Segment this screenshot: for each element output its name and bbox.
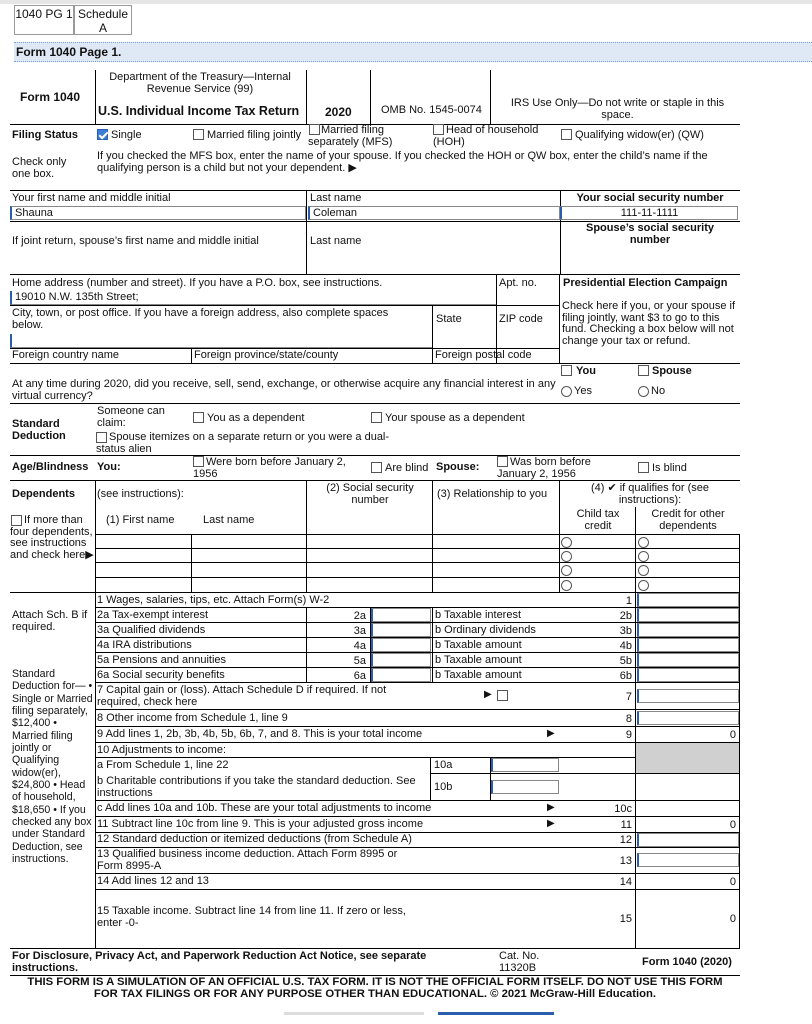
line9-arrow: ▶ <box>547 728 555 739</box>
qw-checkbox[interactable] <box>561 129 572 140</box>
line4b-input[interactable] <box>637 638 739 652</box>
pec-spouse-checkbox[interactable] <box>638 365 649 376</box>
line3b-num: 3b <box>619 625 632 637</box>
age-you-label: You: <box>97 461 121 473</box>
scroll-indicator-left <box>284 1012 424 1015</box>
line3a-input[interactable] <box>371 623 431 637</box>
qw-label: Qualifying widow(er) (QW) <box>575 129 704 141</box>
apt-label: Apt. no. <box>499 277 537 289</box>
tab-1040-pg-1[interactable]: 1040 PG 1 <box>14 5 74 35</box>
dep2-ctc-radio[interactable] <box>561 551 572 562</box>
irs-use-only: IRS Use Only—Do not write or staple in this space. <box>510 97 725 121</box>
someone-claim-label: Someone can claim: <box>97 405 165 429</box>
line4a-num: 4a <box>353 640 366 652</box>
foreign-province-label: Foreign province/state/county <box>194 349 339 361</box>
age-blindness-label: Age/Blindness <box>12 461 89 473</box>
you-blind-label: Are blind <box>385 462 429 474</box>
line4b-text: b Taxable amount <box>435 639 522 651</box>
spouse-ssn-label: Spouse’s social security number <box>586 222 714 246</box>
dep3-cod-radio[interactable] <box>638 565 649 576</box>
line2a-input[interactable] <box>371 608 431 622</box>
mfj-label: Married filing jointly <box>207 129 302 141</box>
dep-col2-label: (2) Social security number <box>326 482 414 506</box>
line7-checkbox[interactable] <box>497 690 508 701</box>
section-header: Form 1040 Page 1. <box>14 42 812 62</box>
zip-label: ZIP code <box>499 313 543 325</box>
line12-num: 12 <box>619 834 632 846</box>
line5b-text: b Taxable amount <box>435 654 522 666</box>
line15-num: 15 <box>619 913 632 925</box>
line10b-input[interactable] <box>491 780 559 794</box>
line4b-num: 4b <box>619 640 632 652</box>
line7-text: 7 Capital gain or (loss). Attach Schedule D if required. If not required, check here <box>97 684 387 708</box>
you-dependent-checkbox[interactable] <box>193 412 204 423</box>
home-address-input[interactable]: 19010 N.W. 135th Street; <box>10 291 496 305</box>
more-dependents-label: If more than four dependents, see instructions and check here▶ <box>10 514 94 561</box>
spouse-blind-checkbox[interactable] <box>638 462 649 473</box>
city-input[interactable] <box>10 334 432 348</box>
scroll-indicator-right <box>438 1012 554 1015</box>
spouse-blind-label: Is blind <box>652 462 687 474</box>
dep4-ctc-radio[interactable] <box>561 580 572 591</box>
line7-input[interactable] <box>637 689 739 703</box>
line10c-text: c Add lines 10a and 10b. These are your total adjustments to income <box>97 802 432 814</box>
line10a-input[interactable] <box>491 758 559 772</box>
age-spouse-label: Spouse: <box>436 461 480 473</box>
top-bar <box>0 0 812 4</box>
line11-text: 11 Subtract line 10c from line 9. This is your adjusted gross income <box>97 818 424 830</box>
line12-input[interactable] <box>637 833 739 847</box>
line4a-text: 4a IRA distributions <box>97 639 192 651</box>
form-footer-label: Form 1040 (2020) <box>642 956 732 968</box>
check-only-note: Check only one box. <box>12 156 67 180</box>
line5a-input[interactable] <box>371 653 431 667</box>
dep1-cod-radio[interactable] <box>638 537 649 548</box>
pec-spouse-label: Spouse <box>652 365 692 377</box>
line15-value: 0 <box>729 913 736 925</box>
you-born-label: Were born before January 2, 1956 <box>193 456 346 480</box>
dep-col1-label: (1) First name <box>106 514 175 526</box>
mfs-hoh-note: If you checked the MFS box, enter the name of your spouse. If you checked the HOH or QW box, enter the child’s name if the qualifying person is a child but not your dependent. ▶ <box>97 150 708 174</box>
dept-text: Department of the Treasury—Internal Revenue Service (99) <box>109 71 291 95</box>
line2b-text: b Taxable interest <box>435 609 522 621</box>
line7-arrow: ▶ <box>484 689 492 700</box>
mfs-label: Married filing separately (MFS) <box>308 124 393 148</box>
single-label: Single <box>111 129 142 141</box>
line2a-num: 2a <box>353 610 366 622</box>
std-deduction-sidebar: Standard Deduction for— • Single or Married filing separately, $12,400 • Married filing jointly or Qualifying widow(er), $24,800 • Head of household, $18,650 • If you checked any box under Standard Deduction, see instructions. <box>12 668 93 866</box>
dep-cod-label: Credit for other dependents <box>651 508 725 532</box>
line12-text: 12 Standard deduction or itemized deductions (from Schedule A) <box>97 833 412 845</box>
attach-sch-b: Attach Sch. B if required. <box>12 609 88 633</box>
dep4-cod-radio[interactable] <box>638 580 649 591</box>
foreign-postal-label: Foreign postal code <box>435 349 532 361</box>
spouse-born-label: Was born before January 2, 1956 <box>497 456 591 480</box>
line9-num: 9 <box>625 729 632 741</box>
single-checkbox[interactable] <box>97 129 108 140</box>
line14-value: 0 <box>729 876 736 888</box>
line9-value: 0 <box>729 729 736 741</box>
pec-you-checkbox[interactable] <box>561 365 572 376</box>
dependents-label: Dependents <box>12 488 75 500</box>
filing-status-label: Filing Status <box>12 129 78 141</box>
ssn-label: Your social security number <box>576 192 724 204</box>
line3b-input[interactable] <box>637 623 739 637</box>
line10a-text: a From Schedule 1, line 22 <box>97 759 229 771</box>
line6a-input[interactable] <box>371 668 431 682</box>
spouse-dependent-label: Your spouse as a dependent <box>385 412 525 424</box>
line7-num: 7 <box>625 691 632 703</box>
spouse-first-label: If joint return, spouse’s first name and middle initial <box>12 235 259 247</box>
line11-num: 11 <box>620 819 632 831</box>
line10-shaded <box>636 743 739 773</box>
line8-text: 8 Other income from Schedule 1, line 9 <box>97 712 288 724</box>
spouse-last-label: Last name <box>310 235 362 247</box>
city-label: City, town, or post office. If you have a foreign address, also complete spaces below. <box>12 307 389 331</box>
line5a-text: 5a Pensions and annuities <box>97 654 227 666</box>
last-name-input[interactable]: Coleman <box>308 206 560 220</box>
line15-text: 15 Taxable income. Subtract line 14 from line 11. If zero or less, enter -0- <box>97 905 406 929</box>
line3a-text: 3a Qualified dividends <box>97 624 206 636</box>
last-name-label: Last name <box>310 192 362 204</box>
line9-text: 9 Add lines 1, 2b, 3b, 4b, 5b, 6b, 7, and 8. This is your total income <box>97 728 423 740</box>
line10b-text: b Charitable contributions if you take the standard deduction. See instructions <box>97 775 416 799</box>
line6b-input[interactable] <box>637 668 739 682</box>
line5b-num: 5b <box>619 655 632 667</box>
spouse-itemizes-label: Spouse itemizes on a separate return or you were a dual-status alien <box>96 431 390 455</box>
line6a-num: 6a <box>353 670 366 682</box>
form-title: U.S. Individual Income Tax Return <box>98 104 300 118</box>
virtual-yes-radio[interactable] <box>561 386 572 397</box>
foreign-country-label: Foreign country name <box>12 349 119 361</box>
line14-text: 14 Add lines 12 and 13 <box>97 875 209 887</box>
dep-ctc-label: Child tax credit <box>576 508 620 532</box>
pec-text: Check here if you, or your spouse if filing jointly, want $3 to go to this fund. Checking a box below will not change your tax or refund. <box>562 300 736 347</box>
dep-col3-label: (3) Relationship to you <box>437 488 548 500</box>
line8-input[interactable] <box>637 711 739 725</box>
line3a-num: 3a <box>353 625 366 637</box>
omb-number: OMB No. 1545-0074 <box>381 104 482 116</box>
line1-input[interactable] <box>637 593 739 607</box>
line2b-input[interactable] <box>637 608 739 622</box>
line13-num: 13 <box>619 855 632 867</box>
state-label: State <box>436 313 462 325</box>
dep1-ctc-radio[interactable] <box>561 537 572 548</box>
form-label: Form 1040 <box>20 90 81 104</box>
line6a-text: 6a Social security benefits <box>97 669 225 681</box>
dep3-ctc-radio[interactable] <box>561 565 572 576</box>
line4a-input[interactable] <box>371 638 431 652</box>
hoh-label: Head of household (HOH) <box>433 124 539 148</box>
line11-value: 0 <box>729 819 736 831</box>
line10b-num: 10b <box>434 781 453 793</box>
line10-text: 10 Adjustments to income: <box>97 744 227 756</box>
first-name-input[interactable]: Shauna <box>10 206 306 220</box>
pec-you-label: You <box>576 365 596 377</box>
first-name-label: Your first name and middle initial <box>12 192 171 204</box>
simulation-disclaimer: THIS FORM IS A SIMULATION OF AN OFFICIAL U.S. TAX FORM. IT IS NOT THE OFFICIAL FORM ITSELF. DO NOT USE THIS FORM FOR TAX FILINGS OR FOR ANY PURPOSE OTHER THAN EDUCATIONAL. © 2021 McGraw-Hill Education. <box>27 976 723 1000</box>
virtual-no-label: No <box>651 385 666 397</box>
line3b-text: b Ordinary dividends <box>435 624 536 636</box>
dep2-cod-radio[interactable] <box>638 551 649 562</box>
line1-num: 1 <box>625 595 632 607</box>
std-deduction-label: Standard Deduction <box>12 418 66 442</box>
dependents-see: (see instructions): <box>97 488 184 500</box>
line6b-text: b Taxable amount <box>435 669 522 681</box>
you-blind-checkbox[interactable] <box>371 462 382 473</box>
line10c-num: 10c <box>614 803 632 815</box>
line13-input[interactable] <box>637 853 739 867</box>
line11-arrow: ▶ <box>547 818 555 829</box>
disclosure-notice: For Disclosure, Privacy Act, and Paperwork Reduction Act Notice, see separate instructions. <box>12 950 427 974</box>
tax-year: 2020 <box>325 105 352 119</box>
virtual-yes-label: Yes <box>574 385 592 397</box>
dep-col4-label: (4) ✔ if qualifies for (see instructions): <box>590 482 710 506</box>
line13-text: 13 Qualified business income deduction. Attach Form 8995 or Form 8995-A <box>97 848 398 872</box>
pec-title: Presidential Election Campaign <box>563 277 728 289</box>
line1-text: 1 Wages, salaries, tips, etc. Attach Form(s) W-2 <box>97 594 330 606</box>
home-address-label: Home address (number and street). If you have a P.O. box, see instructions. <box>12 277 383 289</box>
mfj-checkbox[interactable] <box>193 129 204 140</box>
tab-schedule-a[interactable]: Schedule A <box>74 5 132 35</box>
virtual-currency-question: At any time during 2020, did you receive, sell, send, exchange, or otherwise acquire any financial interest in any virtual currency? <box>12 378 556 402</box>
line2a-text: 2a Tax-exempt interest <box>97 609 209 621</box>
you-dependent-label: You as a dependent <box>207 412 305 424</box>
line10a-num: 10a <box>434 759 453 771</box>
line6b-num: 6b <box>619 670 632 682</box>
line10c-arrow: ▶ <box>547 802 555 813</box>
dep-last-label: Last name <box>203 514 255 526</box>
line8-num: 8 <box>625 713 632 725</box>
virtual-no-radio[interactable] <box>638 386 649 397</box>
spouse-dependent-checkbox[interactable] <box>371 412 382 423</box>
ssn-input[interactable]: 111-11-1111 <box>560 206 738 220</box>
line5a-num: 5a <box>353 655 366 667</box>
line5b-input[interactable] <box>637 653 739 667</box>
line2b-num: 2b <box>619 610 632 622</box>
cat-number: Cat. No. 11320B <box>499 950 540 974</box>
line14-num: 14 <box>619 876 632 888</box>
